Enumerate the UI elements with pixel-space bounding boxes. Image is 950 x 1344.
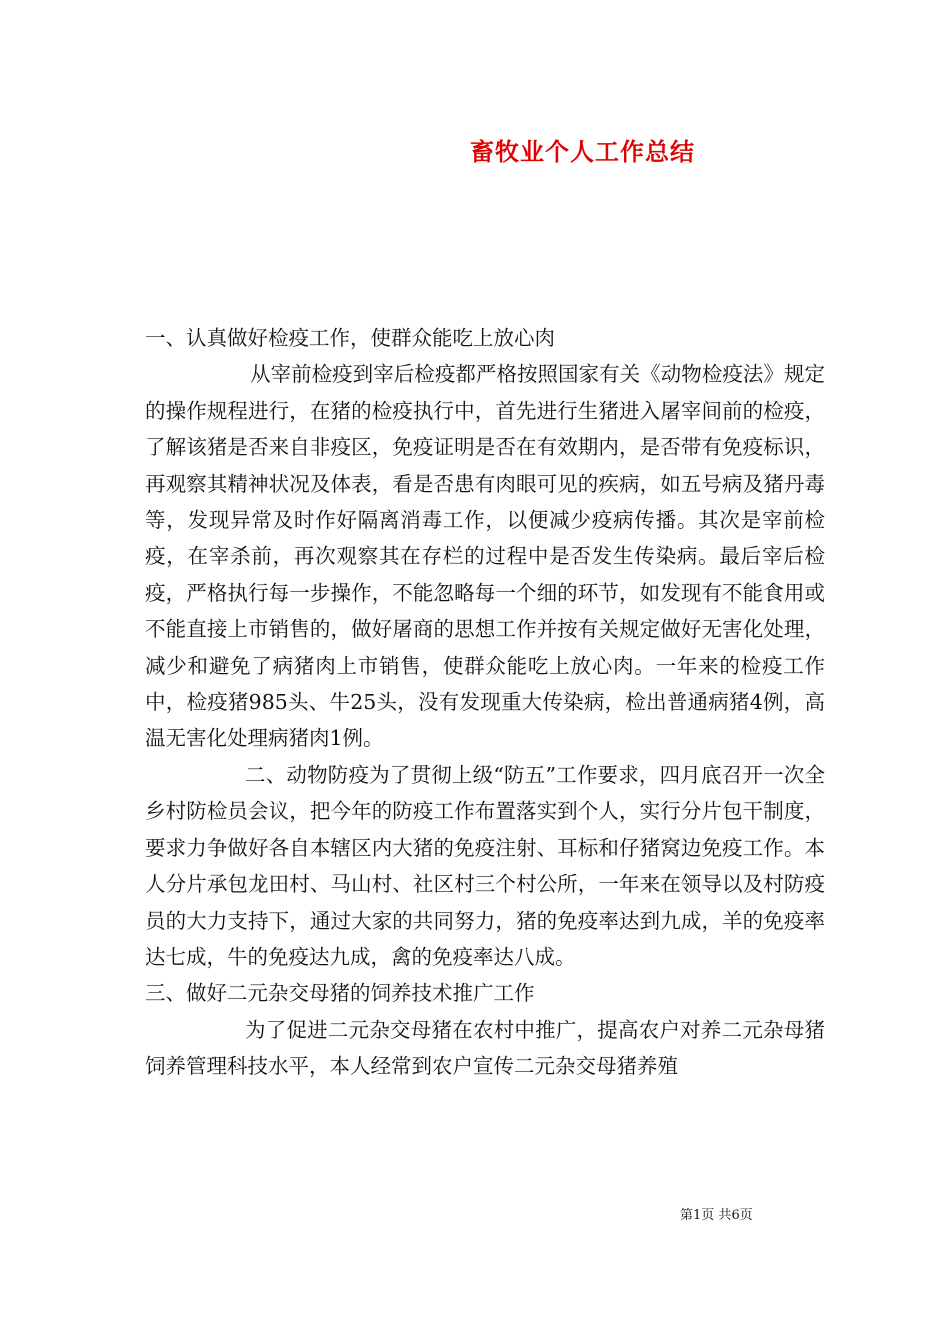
- footer-current-page: 1: [693, 1208, 702, 1223]
- section-1-paragraph: 从宰前检疫到宰后检疫都严格按照国家有关《动物检疫法》规定的操作规程进行，在猪的检疫执行中，首先进行生猪进入屠宰间前的检疫，了解该猪是否来自非疫区，免疫证明是否在有效期内，是否带有免疫标识，再观察其精神状况及体表，看是否患有肉眼可见的疾病，如五号病及猪丹毒等，发现异常及时作好隔离消毒工作，以便减少疫病传播。其次是宰前检疫，在宰杀前，再次观察其在存栏的过程中是否发生传染病。最后宰后检疫，严格执行每一步操作，不能忽略每一个细的环节，如发现有不能食用或不能直接上市销售的，做好屠商的思想工作并按有关规定做好无害化处理，减少和避免了病猪肉上市销售，使群众能吃上放心肉。一年来的检疫工作中，检疫猪985头、牛25头，没有发现重大传染病，检出普通病猪4例，高温无害化处理病猪肉1例。: [145, 362, 825, 751]
- document-body: [145, 320, 825, 1085]
- footer-suffix: 页: [739, 1208, 753, 1223]
- document-title: 畜牧业个人工作总结: [470, 138, 695, 166]
- footer-prefix: 第: [680, 1208, 694, 1223]
- section-1-heading: 一、认真做好检疫工作，使群众能吃上放心肉: [145, 326, 555, 350]
- footer-total-pages: 6: [731, 1208, 740, 1223]
- section-2-paragraph: 二、动物防疫为了贯彻上级“防五”工作要求，四月底召开一次全乡村防检员会议，把今年的防疫工作布置落实到个人，实行分片包干制度，要求力争做好各自本辖区内大猪的免疫注射、耳标和仔猪窝边免疫工作。本人分片承包龙田村、马山村、社区村三个村公所，一年来在领导以及村防疫员的大力支持下，通过大家的共同努力，猪的免疫率达到九成，羊的免疫率达七成，牛的免疫达九成，禽的免疫率达八成。: [145, 762, 825, 969]
- page-footer: [0, 1204, 950, 1223]
- footer-middle: 页 共: [701, 1208, 732, 1223]
- section-3-paragraph: 为了促进二元杂交母猪在农村中推广，提高农户对养二元杂母猪饲养管理科技水平，本人经常到农户宣传二元杂交母猪养殖: [145, 1017, 825, 1079]
- section-3-heading: 三、做好二元杂交母猪的饲养技术推广工作: [145, 981, 535, 1006]
